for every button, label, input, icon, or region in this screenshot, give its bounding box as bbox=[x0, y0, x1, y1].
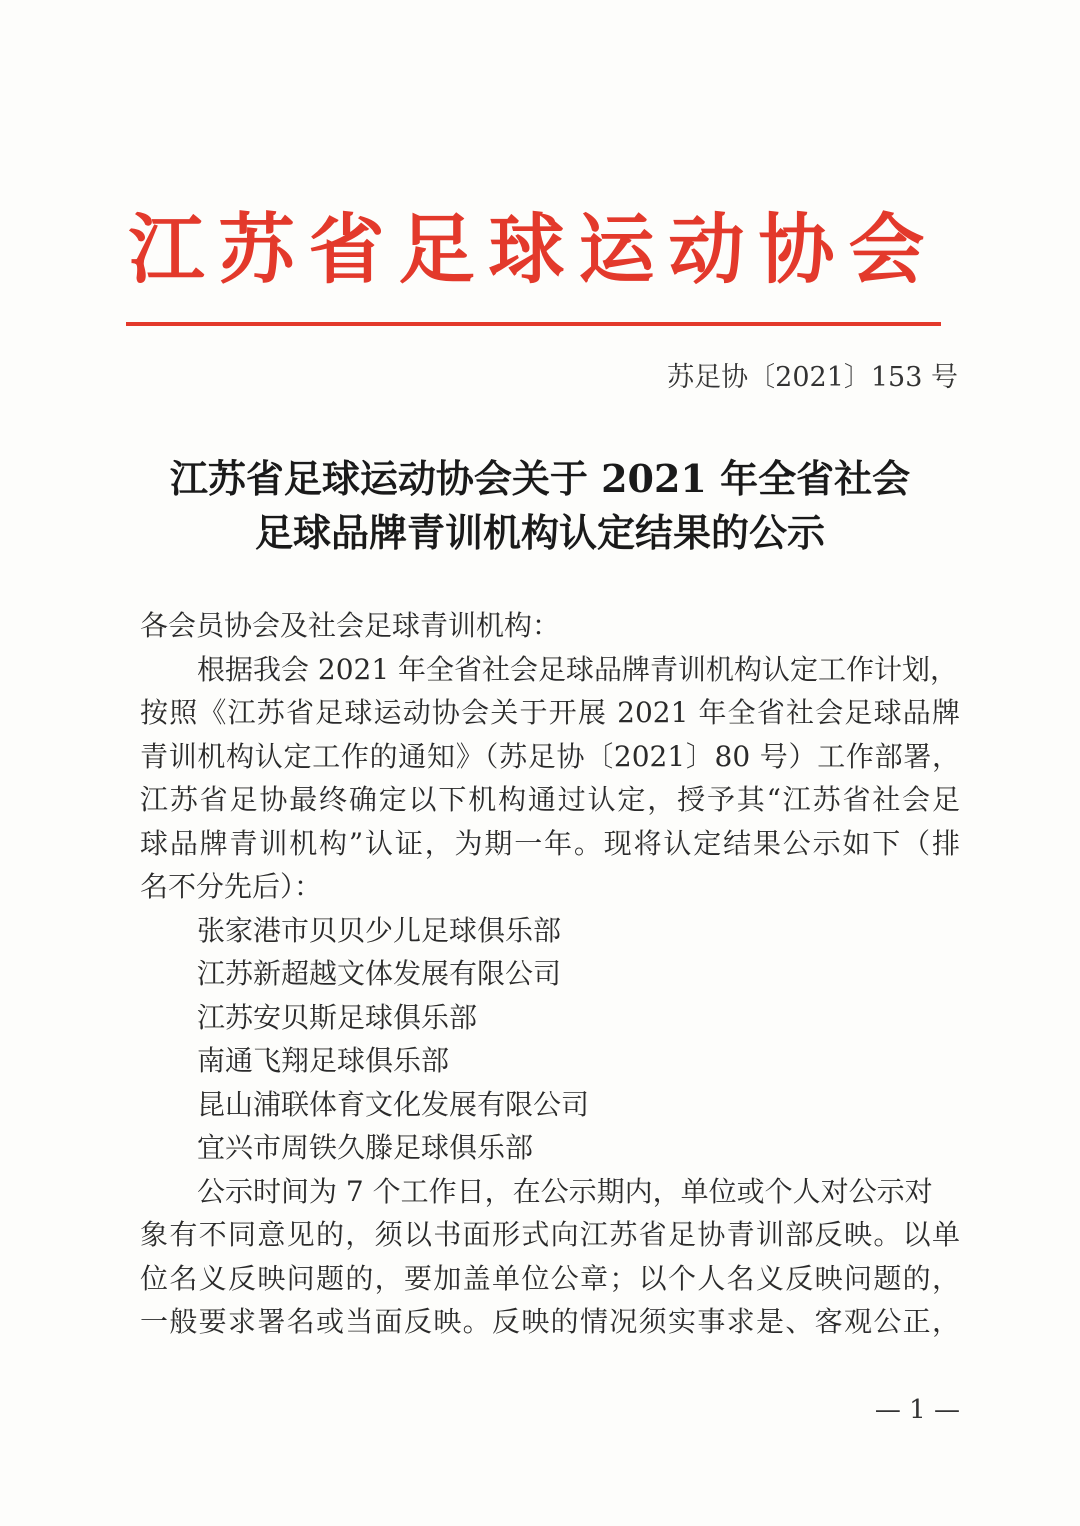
paragraph-1-line: 青训机构认定工作的通知》（苏足协〔2021〕80 号）工作部署， bbox=[140, 739, 960, 773]
org-masthead: 江苏省足球运动协会 bbox=[128, 205, 939, 294]
salutation: 各会员协会及社会足球青训机构： bbox=[140, 609, 561, 642]
paragraph-1-line: 球品牌青训机构”认证，为期一年。现将认定结果公示如下（排 bbox=[140, 826, 960, 860]
institution-item: 江苏新超越文体发展有限公司 bbox=[197, 957, 562, 990]
paragraph-1-line: 名不分先后）： bbox=[140, 870, 323, 903]
page-number: — 1 — bbox=[874, 1395, 960, 1425]
institution-item: 昆山浦联体育文化发展有限公司 bbox=[197, 1087, 590, 1121]
institution-item: 南通飞翔足球俱乐部 bbox=[197, 1044, 450, 1077]
document-body bbox=[140, 604, 960, 1344]
red-divider bbox=[126, 322, 941, 326]
paragraph-2-line: 公示时间为 7 个工作日，在公示期内，单位或个人对公示对 bbox=[197, 1174, 933, 1208]
paragraph-2-line: 一般要求署名或当面反映。反映的情况须实事求是、客观公正， bbox=[140, 1305, 960, 1338]
institution-item: 宜兴市周铁久滕足球俱乐部 bbox=[197, 1131, 534, 1164]
institution-item: 张家港市贝贝少儿足球俱乐部 bbox=[197, 913, 562, 947]
paragraph-2-line: 位名义反映问题的，要加盖单位公章；以个人名义反映问题的， bbox=[140, 1261, 960, 1295]
document-title bbox=[100, 452, 980, 560]
paragraph-2-line: 象有不同意见的，须以书面形式向江苏省足协青训部反映。以单 bbox=[140, 1218, 960, 1251]
paragraph-1-line: 根据我会 2021 年全省社会足球品牌青训机构认定工作计划， bbox=[197, 652, 959, 686]
document-number: 苏足协〔2021〕153 号 bbox=[667, 362, 958, 393]
paragraph-1-line: 按照《江苏省足球运动协会关于开展 2021 年全省社会足球品牌 bbox=[140, 696, 960, 729]
title-line-1: 江苏省足球运动协会关于 2021 年全省社会 bbox=[169, 456, 911, 501]
paragraph-1-line: 江苏省足协最终确定以下机构通过认定，授予其“江苏省社会足 bbox=[140, 783, 960, 816]
title-line-2: 足球品牌青训机构认定结果的公示 bbox=[254, 510, 825, 555]
institution-item: 江苏安贝斯足球俱乐部 bbox=[197, 1000, 478, 1034]
